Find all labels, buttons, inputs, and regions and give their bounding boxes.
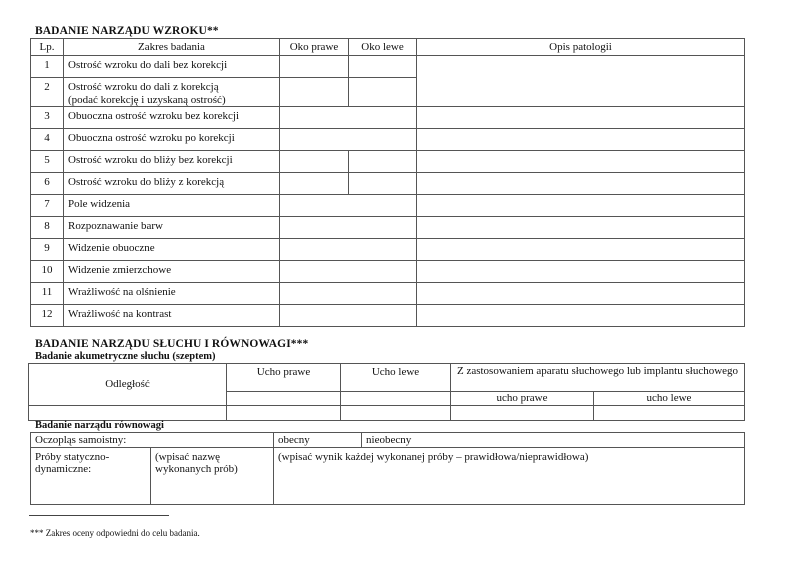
table-row: 7 Pole widzenia xyxy=(31,195,745,217)
balance-subtitle: Badanie narządu równowagi xyxy=(35,420,164,431)
right-eye-cell[interactable] xyxy=(280,173,349,195)
header-left-eye: Oko lewe xyxy=(349,39,417,56)
table-row: 11 Wrażliwość na olśnienie xyxy=(31,283,745,305)
left-ear-header: Ucho lewe xyxy=(341,364,451,392)
tests-results-field[interactable]: (wpisać wynik każdej wykonanej próby – prawidłowa/nieprawidłowa) xyxy=(274,447,745,504)
right-ear-value[interactable] xyxy=(227,406,341,421)
right-ear-cell[interactable] xyxy=(227,392,341,406)
result-cell[interactable] xyxy=(280,195,417,217)
balance-table xyxy=(30,432,745,505)
table-row: 9 Widzenie obuoczne xyxy=(31,239,745,261)
pathology-cell[interactable] xyxy=(417,217,745,239)
pathology-cell[interactable] xyxy=(417,173,745,195)
distance-cell[interactable] xyxy=(29,406,227,421)
left-ear-value[interactable] xyxy=(341,406,451,421)
distance-label: Odległość xyxy=(29,364,227,406)
pathology-cell[interactable] xyxy=(417,107,745,129)
footnote: *** Zakres oceny odpowiedni do celu badania. xyxy=(30,528,200,538)
pathology-cell[interactable] xyxy=(417,129,745,151)
result-cell[interactable] xyxy=(280,305,417,327)
vision-table xyxy=(30,38,745,327)
aid-right-ear-header: ucho prawe xyxy=(451,392,594,406)
right-eye-cell[interactable] xyxy=(280,151,349,173)
pathology-cell[interactable] xyxy=(417,151,745,173)
pathology-cell[interactable] xyxy=(417,195,745,217)
left-eye-cell[interactable] xyxy=(349,173,417,195)
header-lp: Lp. xyxy=(31,39,64,56)
nystagmus-label: Oczopląs samoistny: xyxy=(31,433,274,448)
result-cell[interactable] xyxy=(280,239,417,261)
aid-right-ear-value[interactable] xyxy=(451,406,594,421)
pathology-cell[interactable] xyxy=(417,305,745,327)
header-pathology: Opis patologii xyxy=(417,39,745,56)
table-row: 6 Ostrość wzroku do bliży z korekcją xyxy=(31,173,745,195)
table-row: 5 Ostrość wzroku do bliży bez korekcji xyxy=(31,151,745,173)
left-eye-cell[interactable] xyxy=(349,151,417,173)
binocular-cell[interactable] xyxy=(280,107,417,129)
table-row: 10 Widzenie zmierzchowe xyxy=(31,261,745,283)
vision-section-title: BADANIE NARZĄDU WZROKU** xyxy=(35,25,219,37)
table-row: 2 Ostrość wzroku do dali z korekcją (podać korekcję i uzyskaną ostrość) xyxy=(31,78,745,107)
pathology-cell[interactable] xyxy=(417,283,745,305)
table-row: 12 Wrażliwość na kontrast xyxy=(31,305,745,327)
left-eye-cell[interactable] xyxy=(349,56,417,78)
result-cell[interactable] xyxy=(280,261,417,283)
right-eye-cell[interactable] xyxy=(280,56,349,78)
table-row: 8 Rozpoznawanie barw xyxy=(31,217,745,239)
result-cell[interactable] xyxy=(280,217,417,239)
table-row: 1 Ostrość wzroku do dali bez korekcji xyxy=(31,56,745,78)
hearing-subtitle: Badanie akumetryczne słuchu (szeptem) xyxy=(35,351,216,362)
binocular-cell[interactable] xyxy=(280,129,417,151)
nystagmus-present-option[interactable]: obecny xyxy=(274,433,362,448)
tests-label: Próby statyczno-dynamiczne: xyxy=(31,447,151,504)
header-right-eye: Oko prawe xyxy=(280,39,349,56)
hearing-section-title: BADANIE NARZĄDU SŁUCHU I RÓWNOWAGI*** xyxy=(35,338,309,350)
right-ear-header: Ucho prawe xyxy=(227,364,341,392)
table-row: 3 Obuoczna ostrość wzroku bez korekcji xyxy=(31,107,745,129)
aid-left-ear-value[interactable] xyxy=(594,406,745,421)
header-scope: Zakres badania xyxy=(64,39,280,56)
hearing-aid-header: Z zastosowaniem aparatu słuchowego lub implantu słuchowego xyxy=(451,364,745,392)
pathology-cell[interactable] xyxy=(417,261,745,283)
left-ear-cell[interactable] xyxy=(341,392,451,406)
footnote-separator xyxy=(29,515,169,516)
table-row: 4 Obuoczna ostrość wzroku po korekcji xyxy=(31,129,745,151)
pathology-cell[interactable] xyxy=(417,56,745,107)
hearing-table xyxy=(28,363,745,421)
nystagmus-absent-option[interactable]: nieobecny xyxy=(362,433,745,448)
aid-left-ear-header: ucho lewe xyxy=(594,392,745,406)
pathology-cell[interactable] xyxy=(417,239,745,261)
right-eye-cell[interactable] xyxy=(280,78,349,107)
tests-names-field[interactable]: (wpisać nazwę wykonanych prób) xyxy=(151,447,274,504)
result-cell[interactable] xyxy=(280,283,417,305)
left-eye-cell[interactable] xyxy=(349,78,417,107)
